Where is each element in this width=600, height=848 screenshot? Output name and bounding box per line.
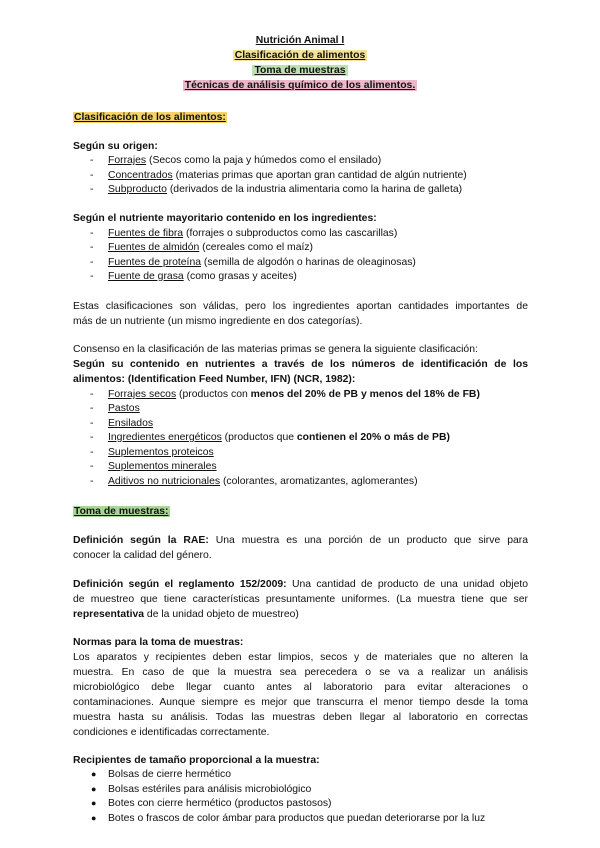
document-page: Nutrición Animal I Clasificación de alimentos Toma de muestras Técnicas de análisis químico de los alimentos. Clasificación de los alimentos: Según su origen: - Forrajes (Secos como la paja y húmedos como el ensilado) - Concentrados (materias primas que aportan gran cantidad de algún nutriente) - Subproducto (derivados de la industria alimentaria como la harina de galleta) Según el nutriente mayoritario contenido en los ingredientes: - Fuentes de fibra (forrajes o subproductos como las cascarillas) - Fuentes de almidón (cereales como el maíz) - Fuentes de proteína (semilla de algodón o harinas de oleaginosas) - Fuente de grasa (como grasas y aceites) Estas clasificaciones son válidas, pero los ingredientes aportan cantidades importantes de más de un nutriente (un mismo ingrediente en dos categorías). Consenso en la clasificación de las materias primas se genera la siguiente clasificación: Según su contenido en nutrientes a través de los números de identificación de los alimentos: (Identification Feed Number, IFN) (NCR, 1982): - Forrajes secos (productos con menos del 20% de PB y menos del 18% de FB) - Pastos - Ensilados - Ingredientes energéticos (productos que contienen el 20% o más de PB) - Suplementos proteicos - Suplementos minerales - Aditivos no nutricionales (colorantes, aromatizantes, aglomerantes) Toma de muestras: Definición según la RAE: Una muestra es una porción de un producto que sirve para conocer la calidad del género. Definición según el reglamento 152/2009: Una cantidad de producto de una unidad objeto de muestreo que tiene características presuntamente uniformes. (La muestra tiene que ser representativa de la unidad objeto de muestreo) Normas para la toma de muestras: Los aparatos y recipientes deben estar limpios, secos y de materiales que no alteren la muestra. En caso de que la muestra sea perecedera o se va a realizar un análisis microbiológico debe llegar cuanto antes al laboratorio para evitar alteraciones o contaminaciones. Aunque siempre es mejor que transcurra el menor tiempo desde la toma muestra hasta su análisis. Todas las muestras deben llegar al laboratorio en correctas condiciones e identificadas correctamente. Recipientes de tamaño proporcional a la muestra: ● Bolsas de cierre hermético ● Bolsas estériles para análisis microbiológico ● Botes con cierre hermético (productos pastosos) ● Botes o frascos de color ámbar para productos que puedan deteriorarse por la luz	[0, 0, 600, 848]
subtitle-tecnicas: Técnicas de análisis químico de los alimentos.	[184, 80, 416, 91]
consensus-bold-heading: Según su contenido en nutrientes a través de los números de identificación de los alimentos: (Identification Feed Number, IFN) (NCR, 1982):	[73, 359, 528, 385]
subtitle-clasificacion: Clasificación de alimentos	[234, 50, 366, 61]
section-title-clasificacion: Clasificación de los alimentos:	[74, 112, 226, 123]
section-title-toma: Toma de muestras:	[74, 506, 169, 517]
heading-recipientes: Recipientes de tamaño proporcional a la muestra:	[73, 755, 320, 766]
course-title: Nutrición Animal I	[255, 35, 345, 46]
definition-rae: Definición según la RAE: Una muestra es una porción de un producto que sirve para conocer la calidad del género.	[73, 535, 528, 561]
consensus-intro: Consenso en la clasificación de las materias primas se genera la siguiente clasificación:	[73, 344, 478, 355]
heading-normas: Normas para la toma de muestras:	[73, 637, 244, 648]
note-paragraph: Estas clasificaciones son válidas, pero los ingredientes aportan cantidades importantes de más de un nutriente (un mismo ingrediente en dos categorías).	[73, 301, 528, 327]
heading-nutriente: Según el nutriente mayoritario contenido en los ingredientes:	[73, 213, 377, 224]
definition-reglamento: Definición según el reglamento 152/2009: Una cantidad de producto de una unidad objeto de muestreo que tiene características presuntamente uniformes. (La muestra tiene que ser representativa de la unidad objeto de muestreo)	[73, 579, 529, 620]
subtitle-toma: Toma de muestras	[254, 65, 346, 76]
norms-paragraph: Los aparatos y recipientes deben estar limpios, secos y de materiales que no alteren la muestra. En caso de que la muestra sea perecedera o se va a realizar un análisis microbiológico debe llegar cuanto antes al laboratorio para evitar alteraciones o contaminaciones. Aunque siempre es mejor que transcurra el menor tiempo desde la toma muestra hasta su análisis. Todas las muestras deben llegar al laboratorio en correctas condiciones e identificadas correctamente.	[73, 652, 528, 738]
heading-origen: Según su origen:	[73, 141, 158, 152]
